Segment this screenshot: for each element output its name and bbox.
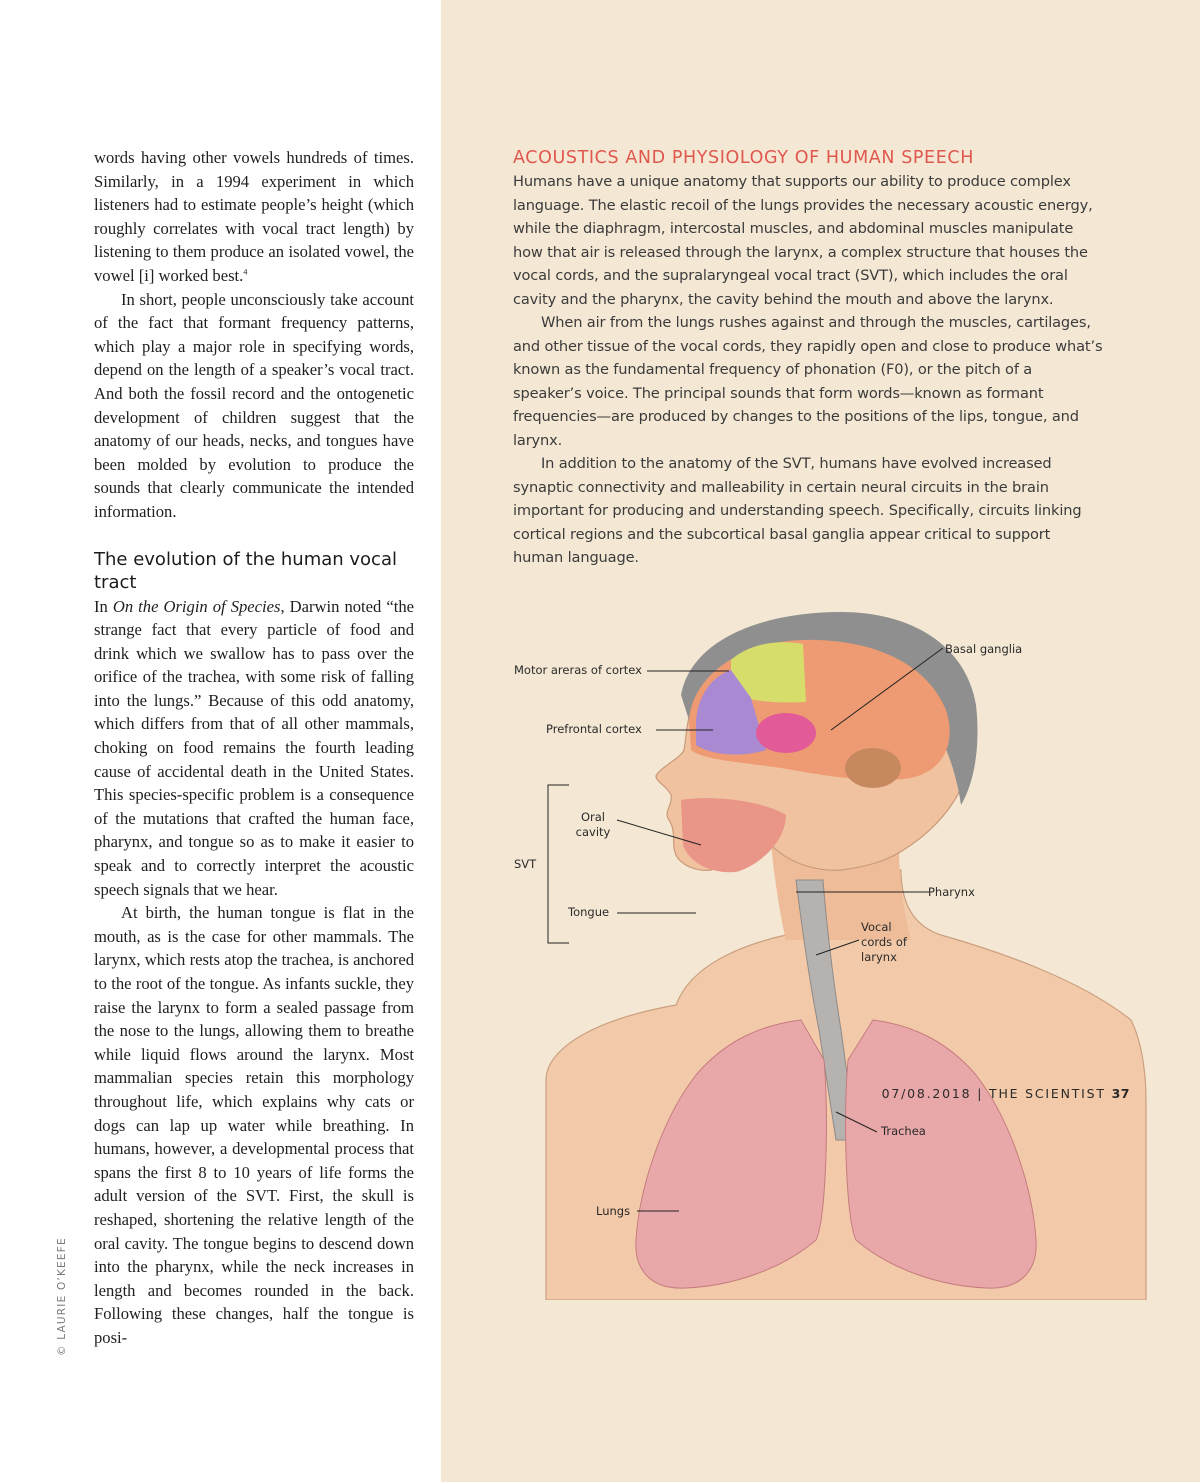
paragraph-3-intro: In xyxy=(94,596,113,616)
label-oral-cavity-line-2: cavity xyxy=(575,825,611,839)
section-heading: The evolution of the human vocal tract xyxy=(94,548,397,593)
sidebar-paragraph-3: In addition to the anatomy of the SVT, humans have evolved increased synaptic connectivity and malleability in certain neural circuits in the brain important for producing and understanding speech. Specifically, circuits linking cortical regions and the subcortical basal ganglia appear critical to support human language. xyxy=(513,455,1082,566)
paragraph-3-text: , Darwin noted “the strange fact that every particle of food and drink which we swallow has to pass over the orifice of the trachea, with some risk of falling into the lungs.” Because of this odd anatomy, which differs from that of all other mammals, choking on food remains the fourth leading cause of accidental death in the United States. This species-specific problem is a consequence of the mutations that crafted the human face, pharynx, and tongue so as to make it easier to speak and to correctly interpret the acoustic speech signals that we hear. xyxy=(94,596,414,899)
page-number: 37 xyxy=(1111,1086,1130,1101)
sidebar-paragraph-2: When air from the lungs rushes against and through the muscles, cartilages, and other tissue of the vocal cords, they rapidly open and close to produce what’s known as the fundamental frequency of phonation (F0), or the pitch of a speaker’s voice. The principal sounds that form words—known as formant frequencies—are produced by changes to the positions of the lips, tongue, and larynx. xyxy=(513,314,1103,449)
footnote-marker: 4 xyxy=(243,267,248,277)
label-oral-cavity-line-1: Oral xyxy=(580,810,606,824)
label-vocal-cords-line-3: larynx xyxy=(861,950,897,964)
sidebar-text xyxy=(513,147,1103,570)
label-vocal-cords xyxy=(861,920,907,965)
photo-credit xyxy=(52,1237,72,1362)
footer-separator: | xyxy=(977,1086,984,1101)
label-vocal-cords-line-2: cords of xyxy=(861,935,907,949)
label-motor-cortex: Motor areras of cortex xyxy=(514,663,642,677)
label-pharynx: Pharynx xyxy=(928,885,975,899)
sidebar-paragraph-1: Humans have a unique anatomy that supports our ability to produce complex language. The elastic recoil of the lungs provides the necessary acoustic energy, while the diaphragm, intercostal muscles, and abdominal muscles manipulate how that air is released through the larynx, a complex structure that houses the vocal cords, and the supralaryngeal vocal tract (SVT), which includes the oral cavity and the pharynx, the cavity behind the mouth and above the larynx. xyxy=(513,173,1093,308)
page-footer xyxy=(882,1086,1130,1101)
paragraph-4: At birth, the human tongue is flat in the mouth, as is the case for other mammals. The larynx, which rests atop the trachea, is anchored to the root of the tongue. As infants suckle, they raise the larynx to form a sealed passage from the nose to the lungs, allowing them to breathe while liquid flows around the larynx. Most mammalian species retain this morphology throughout life, which explains why cats or dogs can lap up water while breathing. In humans, however, a developmental process that spans the first 8 to 10 years of life forms the adult version of the SVT. First, the skull is reshaped, shortening the relative length of the oral cavity. The tongue begins to descend down into the pharynx, while the neck increases in length and becomes rounded in the back. Following these changes, half the tongue is posi- xyxy=(94,903,414,1347)
label-vocal-cords-line-1: Vocal xyxy=(861,920,892,934)
paragraph-2: In short, people unconsciously take account of the fact that formant frequency patterns, which play a major role in specifying words, depend on the length of a speaker’s vocal tract. And both the fossil record and the ontogenetic development of children suggest that the anatomy of our heads, necks, and tongues have been molded by evolution to produce the sounds that clearly communicate the intended information. xyxy=(94,289,414,521)
tongue-shape xyxy=(681,798,786,872)
label-trachea: Trachea xyxy=(881,1124,926,1138)
label-prefrontal-cortex: Prefrontal cortex xyxy=(546,722,642,736)
sidebar-panel xyxy=(441,0,1200,1482)
paragraph-3 xyxy=(94,595,414,902)
label-lungs: Lungs xyxy=(596,1204,631,1218)
label-basal-ganglia: Basal ganglia xyxy=(945,642,1023,656)
label-tongue: Tongue xyxy=(568,905,610,919)
article-column xyxy=(94,146,414,1350)
basal-ganglia-region xyxy=(756,713,816,753)
sidebar-title: ACOUSTICS AND PHYSIOLOGY OF HUMAN SPEECH xyxy=(513,148,974,168)
paragraph-1 xyxy=(94,146,414,288)
anatomy-drawing xyxy=(441,600,1200,1300)
book-title: On the Origin of Species xyxy=(112,596,281,616)
photo-credit-text: © LAURIE O’KEEFE xyxy=(56,1237,68,1356)
paragraph-1-text: words having other vowels hundreds of times. Similarly, in a 1994 experiment in which listeners had to estimate people’s height (which roughly correlates with vocal tract length) by listening to them produce an isolated vowel, the vowel [i] worked best. xyxy=(94,148,414,285)
cerebellum-shape xyxy=(845,748,901,788)
label-svt: SVT xyxy=(514,857,537,871)
anatomy-illustration xyxy=(441,600,1200,1300)
label-oral-cavity xyxy=(571,810,615,840)
magazine-name: THE SCIENTIST xyxy=(989,1086,1106,1101)
issue-date: 07/08.2018 xyxy=(881,1086,972,1101)
